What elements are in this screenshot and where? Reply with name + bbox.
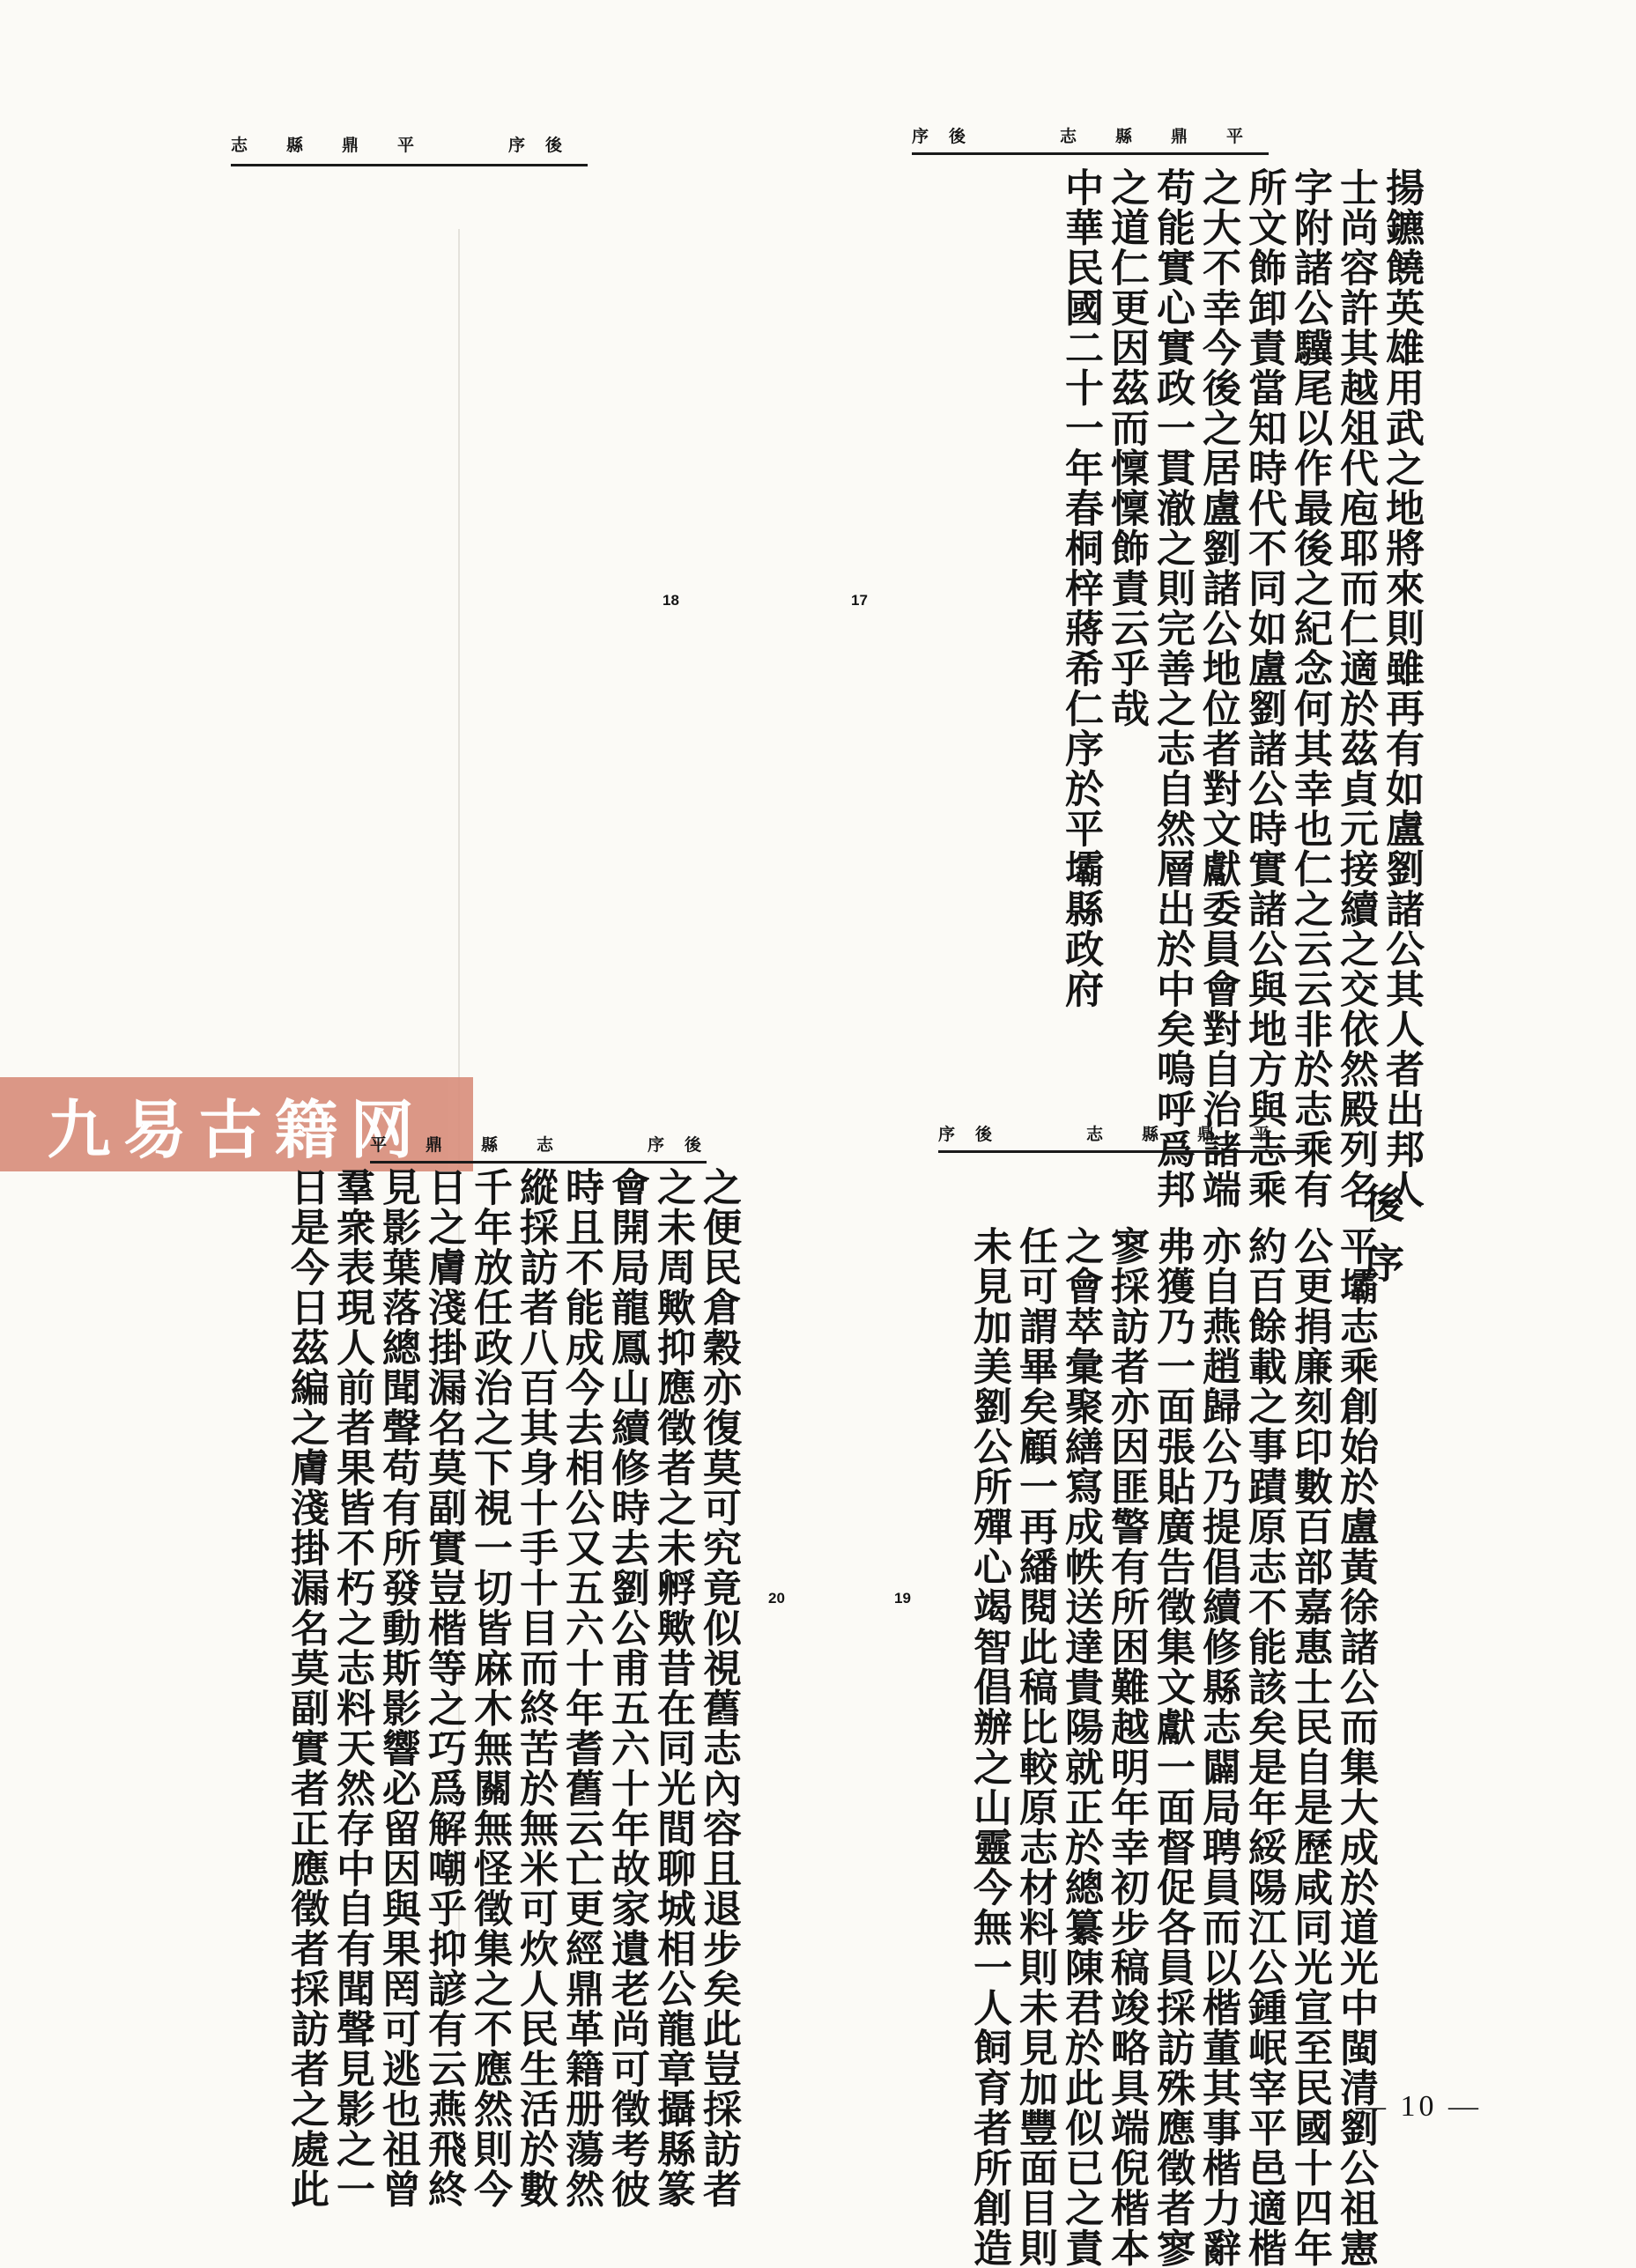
page-20-column-7: 日之膚淺掛漏名莫副實豈楷等之巧爲解嘲乎抑諺有云燕飛終 xyxy=(421,1167,466,2209)
page-17-signature: 中華民國二十一年春桐梓蔣希仁序於平壩縣政府 xyxy=(1058,167,1103,1009)
page-19-number: 19 xyxy=(894,1590,911,1607)
page-20-column-8: 見影葉落總聞聲苟有所發動斯影響必留因與果罔可逃也祖曾 xyxy=(375,1167,420,2209)
page-20-column-6: 千年放任政治之下視一切皆麻木無關無怪徵集之不應然則今 xyxy=(467,1167,512,2209)
page-20-column-1: 之便民倉穀亦復莫可究竟似視舊志內容且退步矣此豈採訪者 xyxy=(696,1167,741,2209)
page-20-body xyxy=(207,1167,744,2209)
page-20-number: 20 xyxy=(768,1590,785,1607)
page-17-column-3: 字附諸公驥尾以作最後之紀念何其幸也仁之云云非於志乘有 xyxy=(1287,167,1332,1209)
page-20-header: 平 鼎 縣 志 序 後 xyxy=(370,1135,704,1155)
page-19-title: 後序 xyxy=(1358,1182,1405,1302)
page-17-number: 17 xyxy=(851,592,868,609)
page-20-column-2: 之未周歟抑應徵者之未孵歟昔在同光間聊城相公龍章攝縣篆 xyxy=(650,1167,695,2209)
page-20-column-3: 會開局龍鳳山續修時去劉公甫五六十年故家遺老尚可徵考彼 xyxy=(604,1167,649,2209)
page-20-column-5: 縱採訪者八百其身十手十目而終苦於無米可炊人民生活於數 xyxy=(513,1167,558,2209)
scan-page-number: — 10 — xyxy=(1356,2090,1482,2123)
page-19-column-5: 弗獲乃一面張貼廣告徵集文獻一面督促各員採訪殊應徵者寥 xyxy=(1150,1226,1195,2268)
page-20-column-10: 日是今日茲編之膚淺掛漏名莫副實者正應徵者採訪者之處此 xyxy=(284,1167,329,2209)
page-19-header-rule xyxy=(938,1150,1308,1153)
watermark-text: 九易古籍网 xyxy=(47,1091,426,1167)
watermark-banner xyxy=(0,1077,473,1171)
page-19-column-8: 任可謂畢矣顧一再繙閱此稿比較原志材料則未見加豐面目則 xyxy=(1012,1226,1057,2268)
page-19-column-2: 公更捐廉刻印數百部嘉惠士民自是歷咸同光宣至民國十四年 xyxy=(1287,1226,1332,2268)
page-19-body xyxy=(925,1182,1405,2268)
page-17-column-5: 之大不幸今後之居盧劉諸公地位者對文獻委員會對自治諸端 xyxy=(1196,167,1240,1209)
page-20-column-9: 羣衆表現人前者果皆不朽之志料天然存中自有聞聲見影之一 xyxy=(329,1167,374,2209)
page-17-column-4: 所文飾卸責當知時代不同如盧劉諸公時實諸公與地方與志乘 xyxy=(1241,167,1286,1209)
page-17-header-rule xyxy=(912,152,1269,155)
page-18-number: 18 xyxy=(663,592,679,609)
page-20-column-4: 時且不能成今去相公又五六十年耆舊云亡更經鼎革籍册蕩然 xyxy=(559,1167,603,2209)
page-18-header: 志 縣 鼎 平 序 後 xyxy=(231,136,565,155)
page-19-column-6: 寥採訪者亦因匪警有所困難越明年幸初步稿竣略具端倪楷本 xyxy=(1104,1226,1149,2268)
page-19-column-3: 約百餘載之事蹟原志不能該矣是年綏陽江公鍾岷宰平邑適楷 xyxy=(1241,1226,1286,2268)
page-17-column-7: 之道仁更因茲而懍懍飾責云乎哉 xyxy=(1104,167,1149,728)
page-20-header-rule xyxy=(370,1161,707,1164)
page-19-column-4: 亦自燕趙歸公乃提倡續修縣志闢局聘員而以楷董其事楷力辭 xyxy=(1196,1226,1240,2268)
page-18-header-rule xyxy=(231,164,588,166)
page-17-header: 序 後 志 縣 鼎 平 xyxy=(912,127,1246,146)
page-19-column-1: 平壩志乘創始於盧黃徐諸公而集大成於道光中閩清劉公祖憲 xyxy=(1333,1226,1378,2268)
page-19-column-7: 之會萃彙聚繕寫成帙送達貴陽就正於總纂陳君於此似已之責 xyxy=(1058,1226,1103,2268)
page-17-column-6: 苟能實心實政一貫澈之則完善之志自然層出於中矣嗚呼爲邦 xyxy=(1150,167,1195,1209)
page-17-column-2: 士尚容許其越俎代庖耶而仁適於茲貞元接續之交依然殿列名 xyxy=(1333,167,1378,1209)
page-19-header: 序 後 志 縣 鼎 平 xyxy=(938,1125,1272,1144)
page-17-column-1: 揚鑣饒英雄用武之地將來則雖再有如盧劉諸公其人者出邦人 xyxy=(1379,167,1424,1209)
page-19-column-9: 未見加美劉公所殫心竭智倡辦之山靈今無一人飼育者所創造 xyxy=(966,1226,1011,2268)
